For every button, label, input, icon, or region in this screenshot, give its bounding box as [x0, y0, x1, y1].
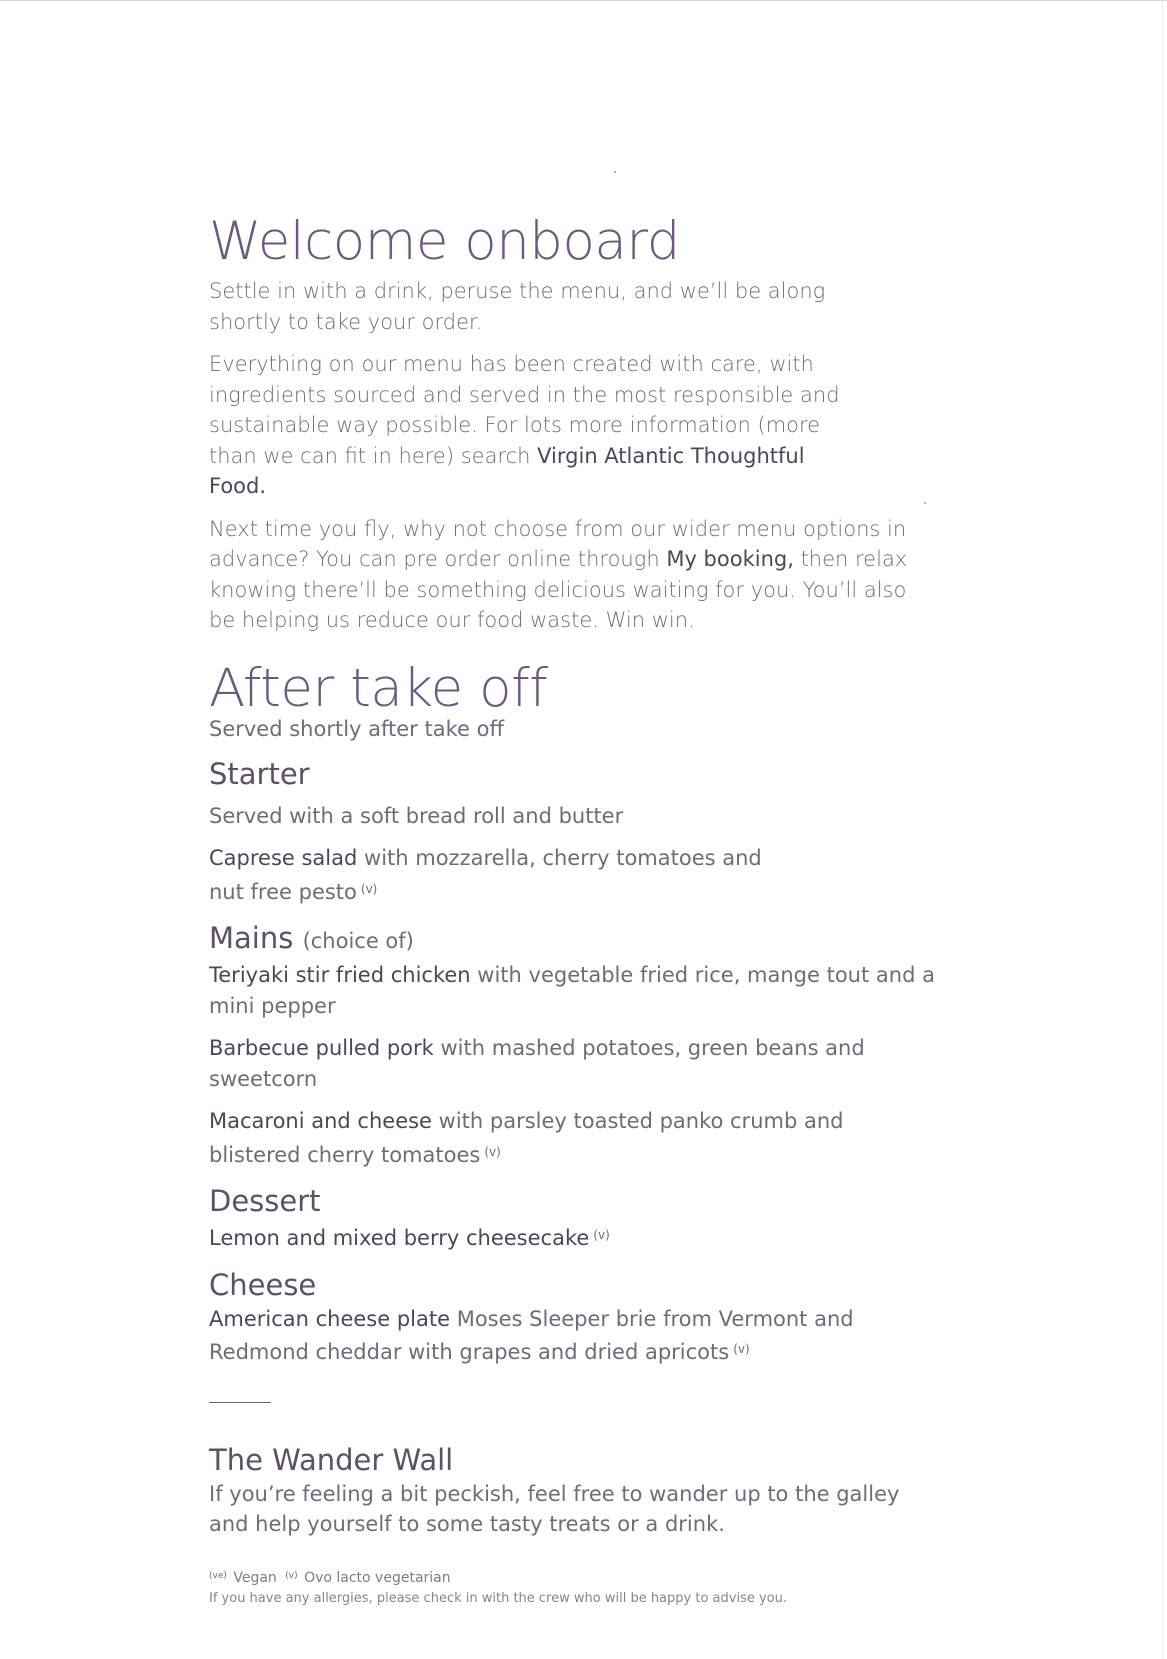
wander-wall-heading: The Wander Wall	[209, 1442, 454, 1477]
menu-item	[209, 843, 789, 907]
menu-item-name: Barbecue pulled pork	[209, 1036, 434, 1060]
welcome-paragraph-3-text-a: Next time you fly, why not choose from our wider menu options in advance? You can pre order online through	[209, 516, 907, 571]
starter-note: Served with a soft bread roll and butter	[209, 803, 624, 828]
menu-item-description: with mashed potatoes, green beans and sweetcorn	[209, 1036, 865, 1091]
welcome-paragraph-1: Settle in with a drink, peruse the menu, and we’ll be along shortly to take your order.	[209, 279, 826, 334]
page-edge	[1162, 1, 1163, 1659]
mains-heading	[209, 921, 969, 958]
menu-item-name: American cheese plate	[209, 1306, 451, 1331]
vegan-tag: (ve)	[209, 1570, 227, 1581]
welcome-title: Welcome onboard	[209, 211, 680, 272]
menu-item	[209, 960, 949, 1021]
cheese-heading: Cheese	[209, 1267, 317, 1302]
dietary-legend	[209, 1566, 969, 1588]
starter-heading: Starter	[209, 756, 310, 791]
welcome-paragraph-3-text-b: then relax knowing there’ll be something delicious waiting for you. You’ll also be helping us reduce our food waste. Win win.	[209, 547, 908, 632]
menu-item-name: Macaroni and cheese	[209, 1109, 432, 1133]
menu-item	[209, 1220, 969, 1254]
menu-item-description: with vegetable fried rice, mange tout and a mini pepper	[209, 963, 935, 1018]
my-booking-link-text: My booking,	[666, 547, 794, 571]
vegan-label: Vegan	[233, 1569, 277, 1586]
menu-item-name: Caprese salad	[209, 846, 358, 870]
section-divider	[209, 1402, 271, 1403]
vegetarian-tag: (v)	[285, 1570, 298, 1581]
mains-heading-text: Mains	[209, 921, 294, 955]
menu-item-name: Lemon and mixed berry cheesecake	[209, 1226, 590, 1250]
menu-item-description: with parsley toasted panko crumb and blistered cherry tomatoes	[209, 1109, 844, 1167]
menu-item-name: Teriyaki stir fried chicken	[209, 963, 471, 987]
menu-item	[209, 1106, 879, 1170]
welcome-paragraph-2	[209, 349, 849, 502]
menu-item	[209, 1033, 899, 1094]
wander-wall-text: If you’re feeling a bit peckish, feel free to wander up to the galley and help yourself to some tasty treats or a drink.	[209, 1481, 900, 1536]
dietary-tag: (v)	[360, 881, 378, 896]
thoughtful-food-link-text: Virgin Atlantic Thoughtful Food.	[209, 443, 805, 498]
after-take-off-subtitle: Served shortly after take off	[209, 716, 504, 741]
after-take-off-title: After take off	[209, 657, 548, 719]
vegetarian-label: Ovo lacto vegetarian	[304, 1569, 451, 1586]
menu-item-description: Moses Sleeper brie from Vermont and Redmond cheddar with grapes and dried apricots	[209, 1306, 854, 1364]
welcome-paragraph-3	[209, 514, 939, 636]
menu-item-description: with mozzarella, cherry tomatoes and nut free pesto	[209, 846, 762, 904]
dietary-tag: (v)	[484, 1144, 501, 1159]
menu-item	[209, 1304, 899, 1368]
menu-content	[209, 201, 969, 1610]
dietary-tag: (v)	[733, 1342, 750, 1356]
welcome-paragraph-2-text: Everything on our menu has been created with care, with ingredients sourced and served in the most responsible and sustainable way possible. For lots more information (more than we can fit in here) search	[209, 352, 840, 468]
dessert-heading: Dessert	[209, 1184, 321, 1218]
mains-choice-note: (choice of)	[302, 929, 414, 953]
speck	[614, 171, 616, 173]
allergy-note: If you have any allergies, please check in with the crew who will be happy to advise you.	[209, 1590, 787, 1606]
dietary-tag: (v)	[593, 1228, 610, 1242]
